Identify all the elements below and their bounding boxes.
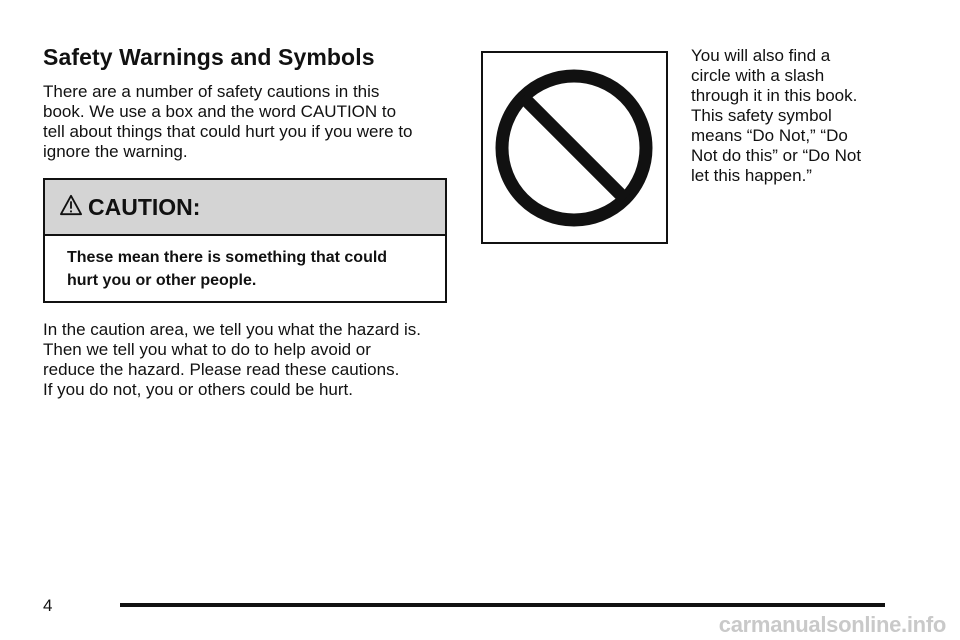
caution-header xyxy=(45,180,445,236)
symbol-frame xyxy=(481,51,668,244)
prohibition-circle-slash-icon xyxy=(483,53,666,242)
watermark: carmanualsonline.info xyxy=(718,612,946,637)
warning-triangle-icon xyxy=(60,194,82,216)
hazard-paragraph: In the caution area, we tell you what the hazard is. Then we tell you what to do to help avoid or reduce the hazard. Please read these cautions. If you do not, you or others could be hurt. xyxy=(43,320,422,399)
caution-label: CAUTION: xyxy=(88,193,201,220)
caution-box xyxy=(43,178,447,303)
page-title: Safety Warnings and Symbols xyxy=(43,44,375,70)
symbol-paragraph: You will also find a circle with a slash through it in this book. This safety symbol means “Do Not,” “Do Not do this” or “Do Not let this happen.” xyxy=(691,46,862,185)
page-number: 4 xyxy=(43,596,53,615)
intro-paragraph: There are a number of safety cautions in this book. We use a box and the word CAUTION to tell about things that could hurt you if you were to ignore the warning. xyxy=(43,82,413,161)
caution-body: These mean there is something that could hurt you or other people. xyxy=(67,249,388,289)
footer-rule xyxy=(120,603,885,607)
